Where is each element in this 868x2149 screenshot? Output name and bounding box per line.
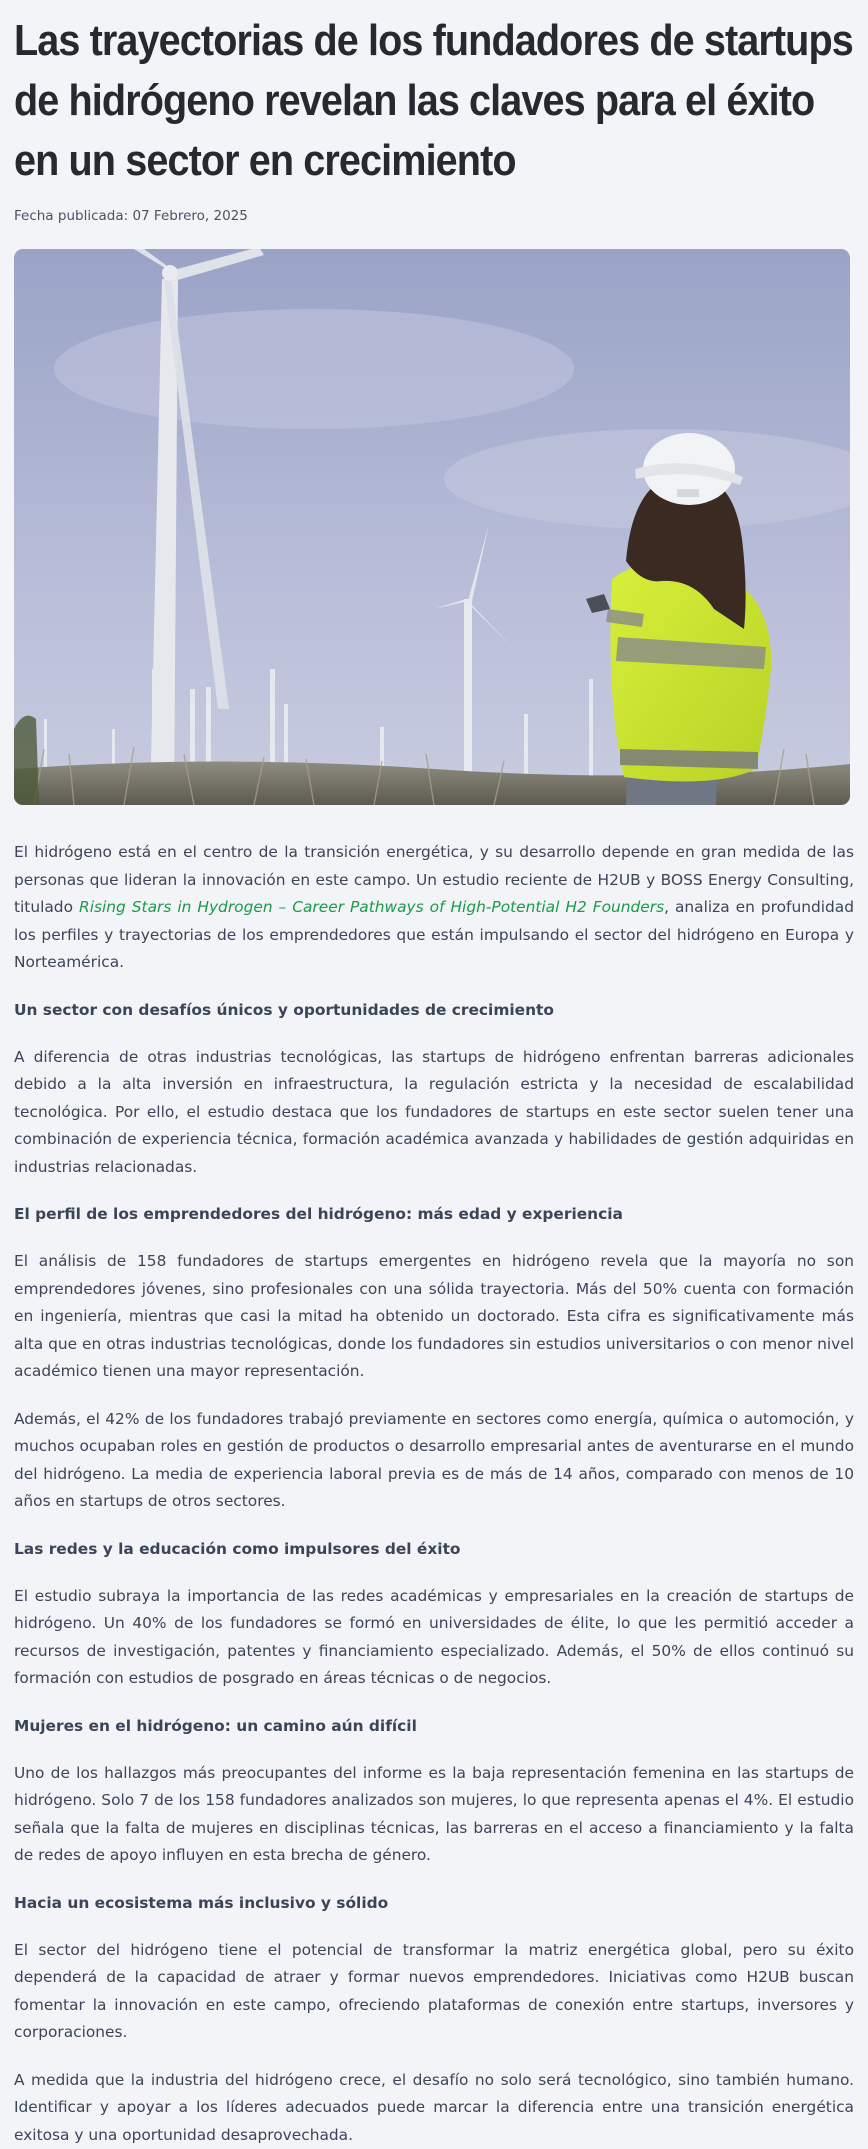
section-paragraph: El sector del hidrógeno tiene el potencial de transformar la matriz energética global, pero su éxito dependerá de la capacidad de atraer y formar nuevos emprendedores. Iniciativas como H2UB buscan fomentar la innovación en este campo, ofreciendo plataformas de conexión entre startups, inversores y corporaciones. <box>14 1937 854 2047</box>
article-title: Las trayectorias de los fundadores de startups de hidrógeno revelan las claves para el éxito en un sector en crecimiento <box>14 0 856 191</box>
section-heading: Mujeres en el hidrógeno: un camino aún difícil <box>14 1713 854 1740</box>
hero-image <box>14 249 850 805</box>
section-paragraph: A medida que la industria del hidrógeno crece, el desafío no solo será tecnológico, sino también humano. Identificar y apoyar a los líderes adecuados puede marcar la diferencia entre una transición energética exitosa y una oportunidad desaprovechada. <box>14 2067 854 2149</box>
section-paragraph: El análisis de 158 fundadores de startups emergentes en hidrógeno revela que la mayoría no son emprendedores jóvenes, sino profesionales con una sólida trayectoria. Más del 50% cuenta con formación en ingeniería, mientras que casi la mitad ha obtenido un doctorado. Esta cifra es significativamente más alta que en otras industrias tecnológicas, donde los fundadores sin estudios universitarios o con menor nivel académico tienen una mayor representación. <box>14 1248 854 1386</box>
section-heading: El perfil de los emprendedores del hidrógeno: más edad y experiencia <box>14 1201 854 1228</box>
intro-paragraph <box>14 839 854 977</box>
intro-text-end: , analiza en profundidad los perfiles y trayectorias de los emprendedores que están impulsando el sector del hidrógeno en Europa y Norteamérica. <box>14 898 854 971</box>
section-heading: Las redes y la educación como impulsores del éxito <box>14 1536 854 1563</box>
section-paragraph: Además, el 42% de los fundadores trabajó previamente en sectores como energía, química o automoción, y muchos ocupaban roles en gestión de productos o desarrollo empresarial antes de aventurarse en el mundo del hidrógeno. La media de experiencia laboral previa es de más de 14 años, comparado con menos de 10 años en startups de otros sectores. <box>14 1406 854 1516</box>
section-heading: Un sector con desafíos únicos y oportunidades de crecimiento <box>14 997 854 1024</box>
article-body <box>14 839 854 2149</box>
study-link[interactable]: Rising Stars in Hydrogen – Career Pathways of High-Potential H2 Founders <box>79 898 664 916</box>
intro-text-start: El hidrógeno está en el centro de la transición energética, y su desarrollo depende en gran medida de las personas que lideran la innovación en este campo. Un estudio reciente de H2UB y BOSS Energy Consulting, titulado <box>14 843 854 916</box>
section-heading: Hacia un ecosistema más inclusivo y sólido <box>14 1890 854 1917</box>
section-paragraph: Uno de los hallazgos más preocupantes del informe es la baja representación femenina en las startups de hidrógeno. Solo 7 de los 158 fundadores analizados son mujeres, lo que representa apenas el 4%. El estudio señala que la falta de mujeres en disciplinas técnicas, las barreras en el acceso a financiamiento y la falta de redes de apoyo influyen en esta brecha de género. <box>14 1760 854 1870</box>
publish-date: Fecha publicada: 07 Febrero, 2025 <box>14 208 854 228</box>
section-paragraph: A diferencia de otras industrias tecnológicas, las startups de hidrógeno enfrentan barreras adicionales debido a la alta inversión en infraestructura, la regulación estricta y la necesidad de escalabilidad tecnológica. Por ello, el estudio destaca que los fundadores de startups en este sector suelen tener una combinación de experiencia técnica, formación académica avanzada y habilidades de gestión adquiridas en industrias relacionadas. <box>14 1044 854 1182</box>
hero-illustration <box>14 249 850 805</box>
section-paragraph: El estudio subraya la importancia de las redes académicas y empresariales en la creación de startups de hidrógeno. Un 40% de los fundadores se formó en universidades de élite, lo que les permitió acceder a recursos de investigación, patentes y financiamiento especializado. Además, el 50% de ellos continuó su formación con estudios de posgrado en áreas técnicas o de negocios. <box>14 1583 854 1693</box>
